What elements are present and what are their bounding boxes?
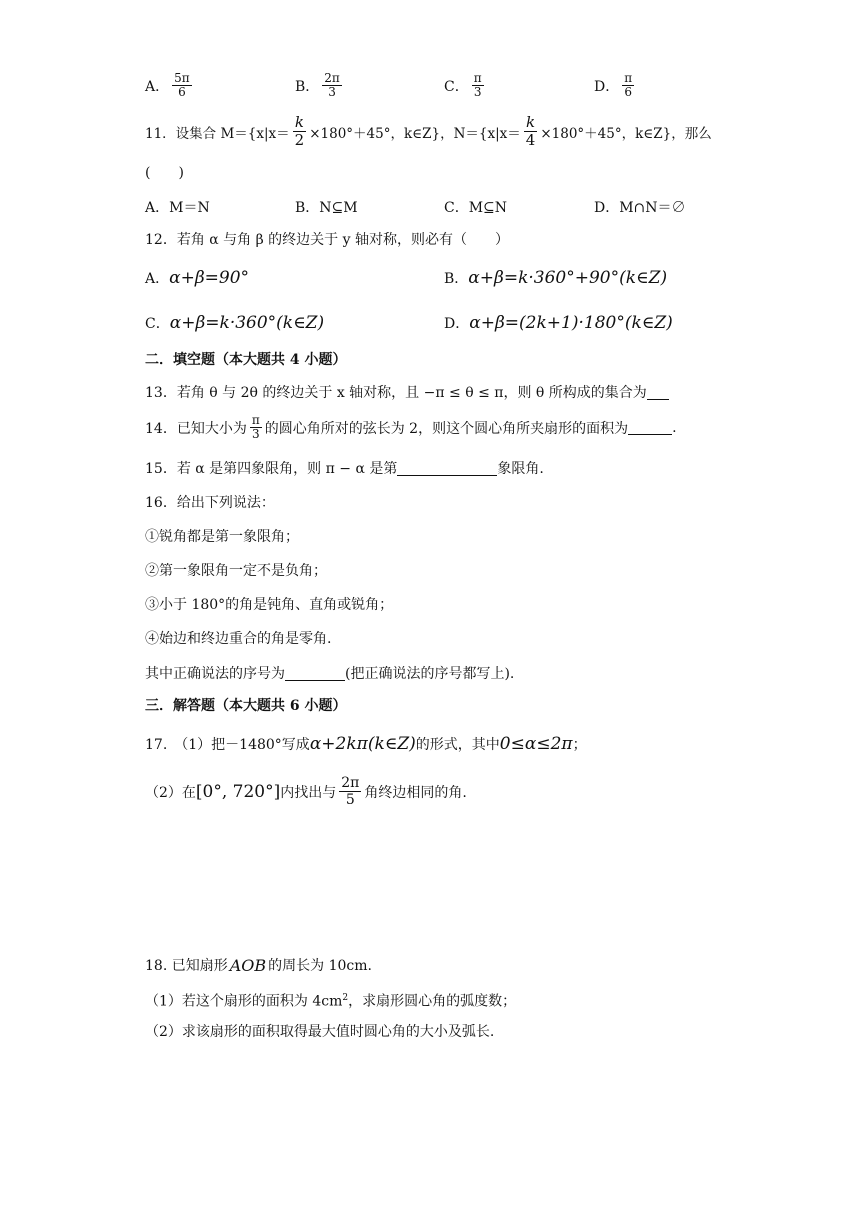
- option-label: D．: [594, 78, 620, 95]
- fraction: $\frac{2\pi}{5}$: [341, 775, 360, 808]
- fraction: $\frac{k}{2}$: [294, 113, 305, 149]
- option-label: C．: [444, 78, 469, 95]
- answer-blank: [628, 420, 672, 435]
- q10-option-b: [295, 72, 345, 99]
- fraction: $\frac{\pi}{3}$: [251, 413, 260, 441]
- q11-option-d: D．M∩N＝∅: [594, 200, 686, 216]
- q12-option-d: D． α+β=(2k+1)·180°(k∈Z): [444, 313, 673, 333]
- q16-item: ①锐角都是第一象限角；: [145, 529, 299, 545]
- option-label: A．: [145, 78, 170, 95]
- answer-blank: [647, 385, 669, 400]
- q10-option-c: [444, 72, 487, 99]
- answer-blank: [397, 461, 497, 476]
- q18-stem: 18. 已知扇形 AOB 的周长为 10cm.: [145, 955, 372, 975]
- q16-item: ③小于 180°的角是钝角、直角或锐角；: [145, 597, 394, 613]
- fraction: $\frac{k}{4}$: [525, 113, 536, 149]
- q12-stem: 12．若角 α 与角 β 的终边关于 y 轴对称，则必有（ ）: [145, 232, 509, 248]
- q10-option-a: [145, 72, 195, 99]
- section-3-title: 三．解答题（本大题共 6 小题）: [145, 698, 347, 714]
- q18-part-1: （1）若这个扇形的面积为 $4cm^2$，求扇形圆心角的弧度数；: [145, 993, 517, 1010]
- fraction: $\frac{\pi}{6}$: [624, 71, 633, 99]
- q17-part-2: （2）在 [0°, 720°] 内找出与 $\frac{2\pi}{5}$ 角终边相同的角.: [145, 775, 467, 808]
- q16-stem: 16．给出下列说法：: [145, 495, 275, 511]
- option-label: B．: [295, 78, 320, 95]
- q12-option-b: B． α+β=k·360°+90°(k∈Z): [444, 268, 668, 288]
- q11-option-c: C．M⊆N: [444, 200, 508, 216]
- q12-option-c: C． α+β=k·360°(k∈Z): [145, 313, 325, 333]
- q16-item: ②第一象限角一定不是负角；: [145, 563, 327, 579]
- q11-stem: 11．设集合 M＝{x|x＝ $\frac{k}{2}$ ×180°＋45°，k∈Z}，N＝{x|x＝ $\frac{k}{4}$ ×180°＋45°，k∈Z}，那么: [145, 113, 712, 149]
- fraction: $\frac{\pi}{3}$: [473, 71, 482, 99]
- q17-part-1: 17. （1）把－1480°写成 α+2kπ(k∈Z) 的形式，其中 0≤α≤2π ；: [145, 734, 587, 754]
- q11-option-a: A．M＝N: [145, 200, 210, 216]
- section-2-title: 二．填空题（本大题共 4 小题）: [145, 352, 347, 368]
- q16-item: ④始边和终边重合的角是零角.: [145, 631, 332, 647]
- q15-stem: 15．若 α 是第四象限角，则 π − α 是第 象限角.: [145, 461, 544, 477]
- q12-option-a: A． α+β=90°: [145, 268, 250, 288]
- q16-answer-line: 其中正确说法的序号为 (把正确说法的序号都写上).: [145, 666, 515, 682]
- fraction: $\frac{5\pi}{6}$: [174, 71, 190, 99]
- q14-stem: 14．已知大小为 $\frac{\pi}{3}$ 的圆心角所对的弦长为 2，则这个圆心角所夹扇形的面积为 .: [145, 413, 677, 441]
- answer-blank: [285, 666, 345, 681]
- q13-stem: 13．若角 θ 与 2θ 的终边关于 x 轴对称，且 −π ≤ θ ≤ π，则 θ 所构成的集合为: [145, 382, 669, 402]
- q10-option-d: [594, 72, 637, 99]
- q18-part-2: （2）求该扇形的面积取得最大值时圆心角的大小及弧长.: [145, 1024, 495, 1040]
- q11-option-b: B．N⊆M: [295, 200, 358, 216]
- q11-paren: ( ): [145, 165, 184, 181]
- fraction: $\frac{2\pi}{3}$: [324, 71, 340, 99]
